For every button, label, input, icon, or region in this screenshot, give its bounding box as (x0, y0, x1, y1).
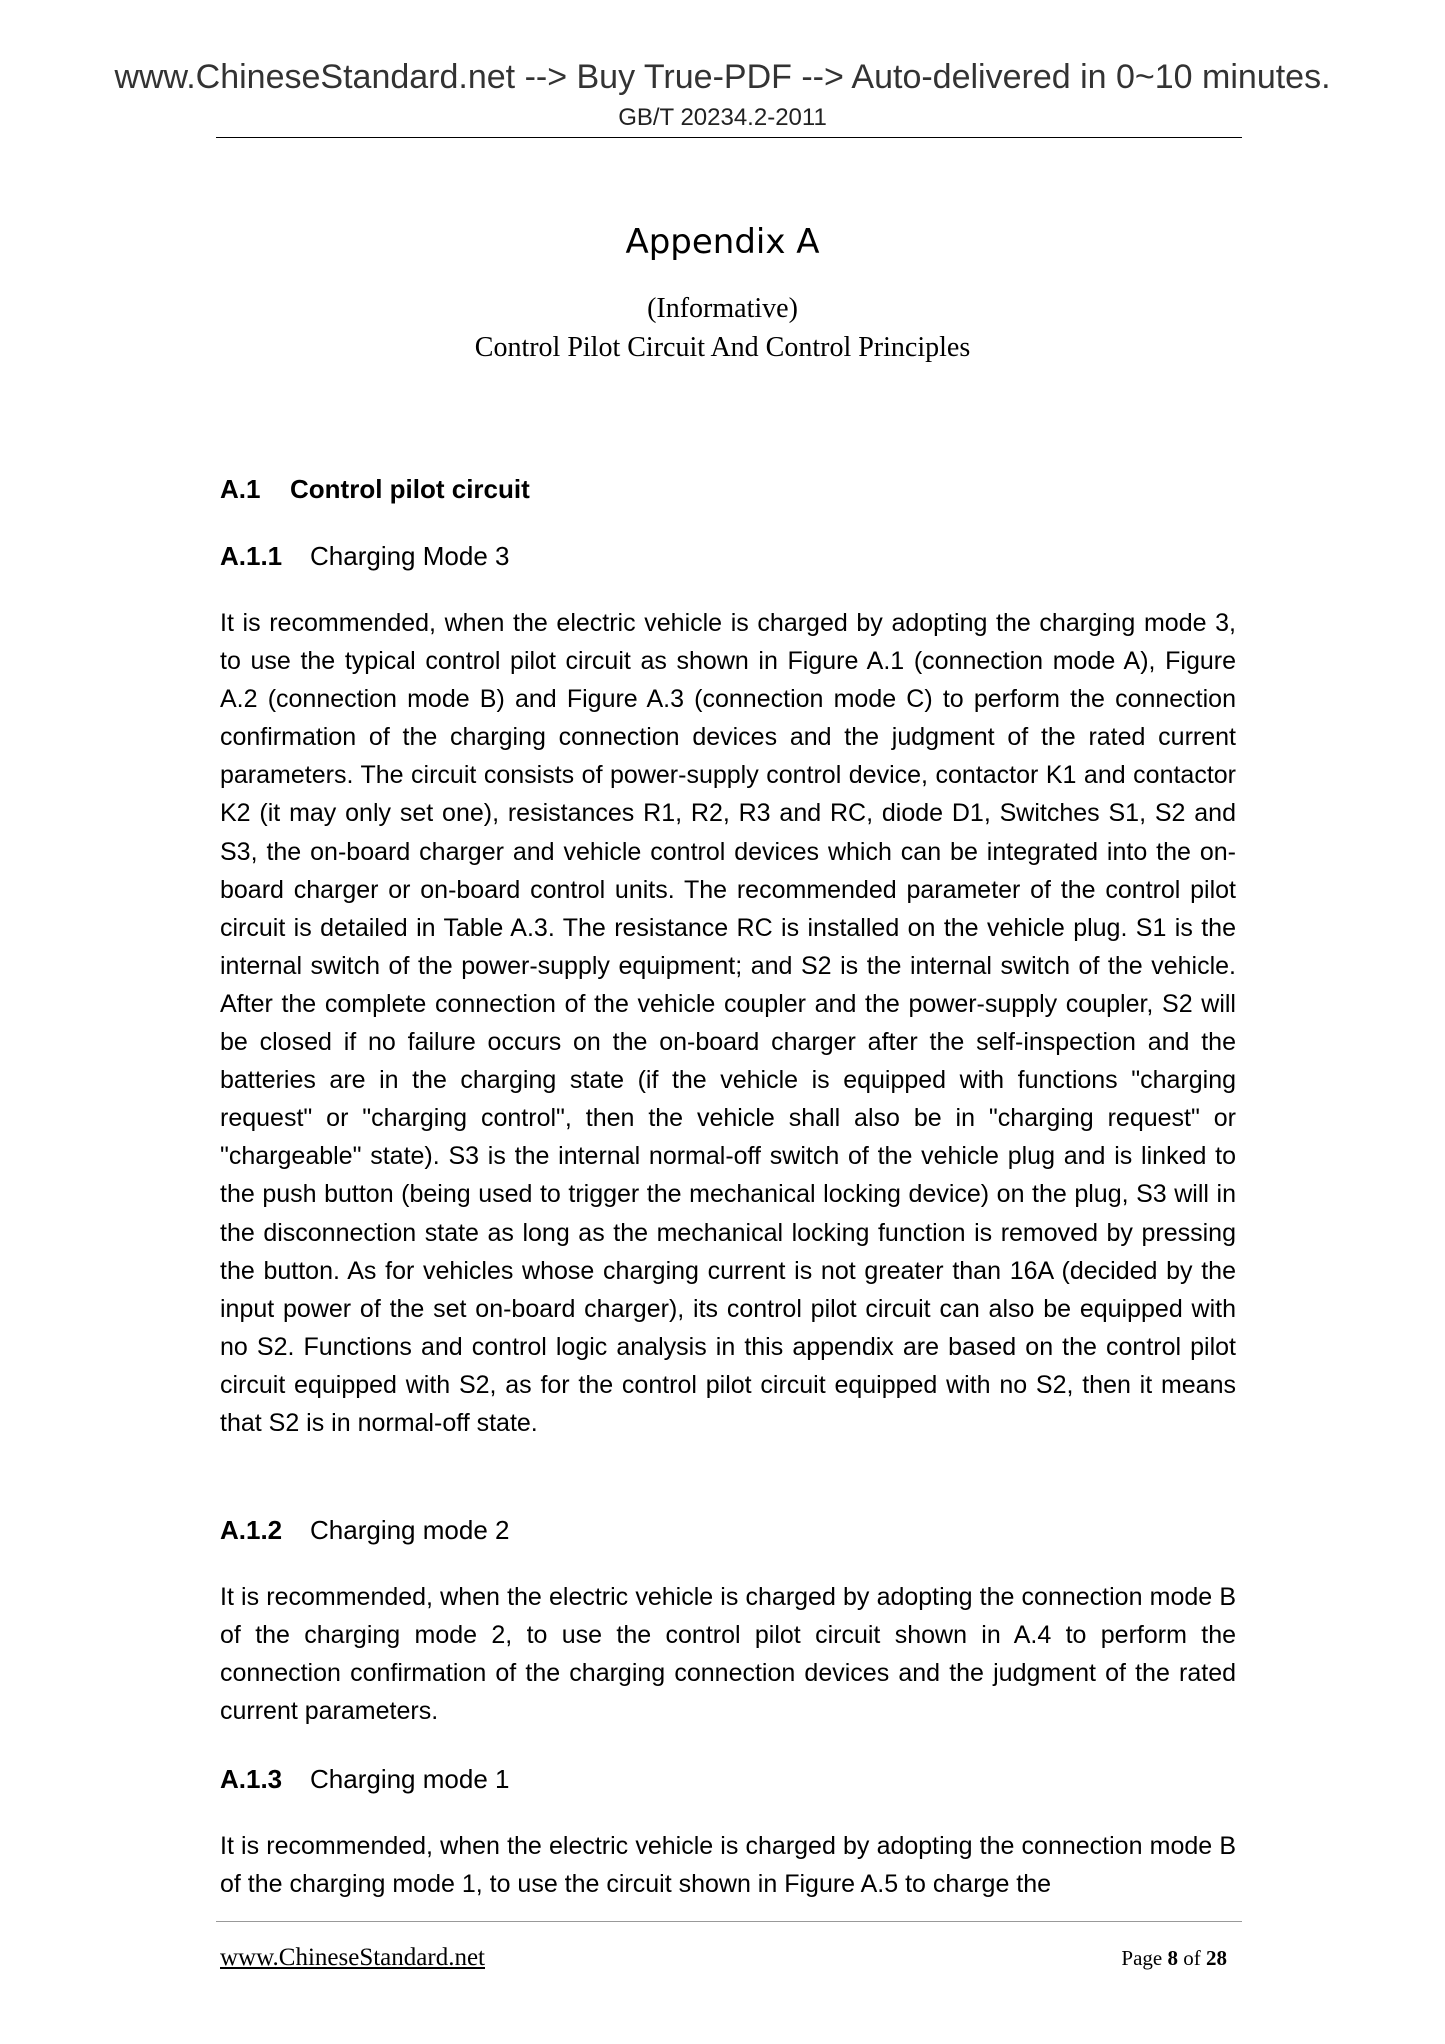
site-banner[interactable]: www.ChineseStandard.net --> Buy True-PDF --> Auto-delivered in 0~10 minutes. (114, 58, 1331, 96)
appendix-subtitle: Control Pilot Circuit And Control Principles (474, 332, 971, 363)
section-number: A.1.2 (220, 1515, 283, 1545)
section-title: Control pilot circuit (290, 474, 530, 504)
footer-divider (216, 1921, 1242, 1922)
section-heading-a13 (220, 1764, 509, 1795)
total-pages: 28 (1206, 1946, 1227, 1970)
of-word: of (1183, 1946, 1201, 1970)
section-number: A.1.3 (220, 1764, 283, 1794)
paragraph-a13: It is recommended, when the electric vehicle is charged by adopting the connection mode B of the charging mode 1, to use the circuit shown in Figure A.5 to charge the (220, 1832, 1236, 1899)
paragraph-a11: It is recommended, when the electric vehicle is charged by adopting the charging mode 3, to use the typical control pilot circuit as shown in Figure A.1 (connection mode A), Figure A.2 (connection mode B) and Figure A.3 (connection mode C) to perform the connection confirmation of the charging connection devices and the judgment of the rated current parameters. The circuit consists of power-supply control device, contactor K1 and contactor K2 (it may only set one), resistances R1, R2, R3 and RC, diode D1, Switches S1, S2 and S3, the on-board charger and vehicle control devices which can be integrated into the on-board charger or on-board control units. The recommended parameter of the control pilot circuit is detailed in Table A.3. The resistance RC is installed on the vehicle plug. S1 is the internal switch of the power-supply equipment; and S2 is the internal switch of the vehicle. After the complete connection of the vehicle coupler and the power-supply coupler, S2 will be closed if no failure occurs on the on-board charger after the self-inspection and the batteries are in the charging state (if the vehicle is equipped with functions "charging request" or "charging control", then the vehicle shall also be in "charging request" or "chargeable" state). S3 is the internal normal-off switch of the vehicle plug and is linked to the push button (being used to trigger the mechanical locking device) on the plug, S3 will in the disconnection state as long as the mechanical locking function is removed by pressing the button. As for vehicles whose charging current is not greater than 16A (decided by the input power of the set on-board charger), its control pilot circuit can also be equipped with no S2. Functions and control logic analysis in this appendix are based on the control pilot circuit equipped with S2, as for the control pilot circuit equipped with no S2, then it means that S2 is in normal-off state. (220, 609, 1236, 1437)
page-number (1121, 1946, 1227, 1971)
section-number: A.1 (220, 474, 261, 504)
page-word: Page (1121, 1946, 1163, 1970)
section-title: Charging Mode 3 (310, 541, 510, 571)
section-title: Charging mode 2 (310, 1515, 510, 1545)
appendix-title: Appendix A (625, 222, 820, 262)
section-title: Charging mode 1 (310, 1764, 510, 1794)
current-page: 8 (1167, 1946, 1178, 1970)
paragraph-a12: It is recommended, when the electric vehicle is charged by adopting the connection mode B of the charging mode 2, to use the control pilot circuit shown in A.4 to perform the connection confirmation of the charging connection devices and the judgment of the rated current parameters. (220, 1583, 1236, 1726)
document-id: GB/T 20234.2-2011 (618, 104, 827, 131)
section-heading-a12 (220, 1515, 509, 1546)
section-heading-a1 (220, 474, 530, 505)
informative-label: (Informative) (647, 293, 798, 324)
section-number: A.1.1 (220, 541, 283, 571)
header-divider (216, 137, 1242, 138)
section-heading-a11 (220, 541, 509, 572)
footer-site-link[interactable]: www.ChineseStandard.net (220, 1944, 485, 1971)
